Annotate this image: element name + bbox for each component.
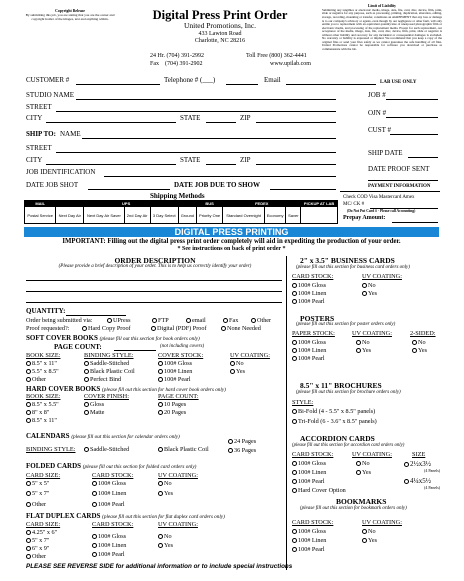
- quantity-label: QUANTITY:: [26, 307, 66, 315]
- soft-stock-linen[interactable]: 100# Linen: [158, 368, 192, 375]
- ship-city-field[interactable]: [46, 164, 176, 165]
- company-web: www.upilab.com: [270, 61, 311, 67]
- bookmark-stock-linen[interactable]: 100# Linen: [292, 537, 326, 544]
- copyright-title: Copyright Release: [55, 9, 85, 13]
- folded-size-other[interactable]: Other: [26, 501, 46, 508]
- ship-opt-3-day[interactable]: 3 Day Select: [150, 207, 178, 224]
- flat-stock-linen[interactable]: 100# Linen: [92, 542, 126, 549]
- company-fax: Fax (704) 391-2902: [150, 61, 203, 67]
- accordion-stock-gloss[interactable]: 100# Gloss: [292, 460, 326, 467]
- hard-size-header: BOOK SIZE:: [26, 393, 61, 400]
- copyright-block: [24, 10, 116, 22]
- street-field[interactable]: [56, 111, 336, 112]
- cust-label: CUST #: [368, 126, 392, 134]
- flat-duplex-title: FLAT DUPLEX CARDS (please fill out this section for flat duplex card orders only): [26, 512, 225, 520]
- flat-size-header: CARD SIZE:: [26, 521, 61, 528]
- proof-hard-copy[interactable]: Hard Copy Proof: [82, 325, 131, 332]
- flat-uv-yes[interactable]: Yes: [158, 542, 173, 549]
- order-description-line-3[interactable]: [26, 302, 282, 303]
- folded-stock-header: CARD STOCK:: [92, 472, 134, 479]
- accordion-stock-linen[interactable]: 100# Linen: [292, 469, 326, 476]
- bookmark-stock-header: CARD STOCK:: [292, 519, 334, 526]
- ship-date-field[interactable]: [408, 157, 438, 158]
- soft-binding-coil[interactable]: Black Plastic Coil: [84, 368, 135, 375]
- accordion-uv-no[interactable]: No: [356, 460, 370, 467]
- soft-cover-page-count-field[interactable]: [114, 350, 156, 351]
- email-label: Email: [264, 76, 281, 84]
- bc-stock-gloss[interactable]: 100# Gloss: [292, 282, 326, 289]
- section-banner: DIGITAL PRESS PRINTING: [24, 227, 439, 237]
- payment-note: (Do Not Put Card # - Please call Accounting): [347, 209, 416, 213]
- company-block: [122, 8, 318, 45]
- ship-opt-next-day-saver[interactable]: Next Day Air Saver: [84, 207, 124, 224]
- date-job-due-label: DATE JOB DUE TO SHOW: [174, 181, 260, 189]
- poster-uv-yes[interactable]: Yes: [356, 347, 371, 354]
- brochure-style-header: STYLE:: [292, 399, 314, 406]
- calendar-binding-saddle[interactable]: Saddle-Stitched: [84, 446, 129, 453]
- company-hours: 24 Hr. (704) 391-2992: [150, 53, 204, 59]
- folded-uv-header: UV COATING:: [158, 472, 198, 479]
- accordion-size-large[interactable]: 4¼x5½: [404, 477, 431, 485]
- poster-sided-yes[interactable]: Yes: [412, 347, 427, 354]
- accordion-note: (please fill out this section for accordion card orders only): [292, 443, 405, 448]
- bookmark-uv-header: UV COATING:: [362, 519, 402, 526]
- soft-size-55x85[interactable]: 5.5" x 8.5": [26, 368, 59, 375]
- accordion-title: ACCORDION CARDS: [300, 434, 375, 443]
- ship-opt-pickup[interactable]: [301, 207, 338, 224]
- accordion-size-large-note: (4 Panels): [424, 485, 441, 490]
- calendars-title: CALENDARS (please fill out this section for calendar orders only): [26, 432, 180, 440]
- submitted-via-label: Order being submitted via:: [26, 317, 93, 324]
- company-tollfree: Toll Free (800) 362-4441: [246, 53, 307, 59]
- date-proof-sent-label: DATE PROOF SENT: [368, 165, 430, 173]
- ojn-field[interactable]: [386, 117, 438, 118]
- page-title: Digital Press Print Order: [152, 8, 288, 22]
- bookmarks-note: (please fill out this section for bookmark orders only): [300, 506, 407, 511]
- date-proof-sent-field[interactable]: [368, 180, 438, 181]
- hard-cover-title: HARD COVER BOOKS (please fill out this section for hard cover book orders only): [26, 385, 226, 393]
- soft-stock-pearl[interactable]: 100# Pearl: [158, 376, 191, 383]
- calendar-pages-24[interactable]: 24 Pages: [228, 438, 256, 445]
- important-line2: * See instructions on back of print order *: [177, 246, 286, 252]
- ship-date-label: SHIP DATE: [368, 149, 403, 157]
- soft-cover-page-note: (not including covers): [160, 344, 205, 349]
- prepay-label: Prepay Amount:: [343, 215, 386, 221]
- accordion-size-small-note: (4 Panels): [424, 468, 441, 473]
- ship-opt-2nd-day[interactable]: 2nd Day Air: [124, 207, 150, 224]
- via-email[interactable]: email: [186, 317, 206, 324]
- soft-cover-page-count: PAGE COUNT:: [54, 343, 102, 351]
- cust-field[interactable]: [390, 134, 438, 135]
- ship-city-label: CITY: [26, 156, 43, 164]
- via-fax[interactable]: Fax: [223, 317, 238, 324]
- ship-opt-next-day[interactable]: Next Day Air: [56, 207, 84, 224]
- ship-street-label: STREET: [26, 144, 52, 152]
- soft-binding-header: BINDING STYLE:: [84, 352, 134, 359]
- brochures-title: 8.5" x 11" BROCHURES: [300, 381, 382, 390]
- posters-note: (please fill out this section for poster orders only): [296, 322, 396, 327]
- shipping-methods-title: Shipping Methods: [150, 192, 205, 200]
- folded-size-5x7[interactable]: 5" x 7": [26, 490, 49, 497]
- business-cards-title: 2" x 3.5" BUSINESS CARDS: [300, 256, 395, 265]
- poster-stock-linen[interactable]: 100# Linen: [292, 347, 326, 354]
- flat-size-5x7[interactable]: 5" x 7": [26, 537, 49, 544]
- payment-methods[interactable]: Check COD Visa Mastercard Amex: [343, 195, 415, 200]
- proof-none-needed[interactable]: None Needed: [221, 325, 261, 332]
- customer-field[interactable]: [76, 84, 160, 85]
- company-street: 433 Lawton Road: [198, 30, 242, 37]
- folded-size-5x5[interactable]: 5" x 5": [26, 480, 49, 487]
- folded-stock-pearl[interactable]: 100# Pearl: [92, 501, 125, 508]
- accordion-stock-pearl[interactable]: 100# Pearl: [292, 478, 325, 485]
- poster-sided-no[interactable]: No: [412, 339, 426, 346]
- posters-title: POSTERS: [300, 314, 335, 323]
- soft-binding-saddle[interactable]: Saddle-Stitched: [84, 360, 129, 367]
- bc-stock-linen[interactable]: 100# Linen: [292, 290, 326, 297]
- folded-stock-gloss[interactable]: 100# Gloss: [92, 480, 126, 487]
- customer-label: CUSTOMER #: [26, 76, 70, 84]
- order-description-note: (Please provide a brief description of your order. This is to help us correctly identify your order): [58, 264, 252, 269]
- soft-uv-header: UV COATING:: [230, 352, 270, 359]
- ship-opt-saver[interactable]: Saver: [286, 207, 301, 224]
- ship-opt-standard-overnight[interactable]: Standard Overnight: [223, 207, 264, 224]
- flat-uv-no[interactable]: No: [158, 533, 172, 540]
- accordion-stock-header: CARD STOCK:: [292, 451, 334, 458]
- lab-use-only-label: LAB USE ONLY: [380, 80, 417, 85]
- flat-uv-header: UV COATING:: [158, 521, 198, 528]
- soft-stock-gloss[interactable]: 100# Gloss: [158, 360, 192, 367]
- via-ftp[interactable]: FTP: [152, 317, 169, 324]
- business-cards-note: (please fill out this section for business card orders only): [296, 265, 410, 270]
- flat-size-other[interactable]: Other: [26, 553, 46, 560]
- ship-opt-ground[interactable]: Ground: [178, 207, 196, 224]
- company-city: Charlotte, NC 28216: [194, 37, 246, 44]
- prepay-field[interactable]: [392, 222, 438, 223]
- soft-cover-title: SOFT COVER BOOKS (please fill out this section for book orders only): [26, 334, 200, 342]
- hard-size-8x8[interactable]: 8" x 8": [26, 409, 49, 416]
- hard-finish-matte[interactable]: Matte: [84, 409, 104, 416]
- hard-size-85x55[interactable]: 8.5" x 5.5": [26, 401, 59, 408]
- accordion-size-header: SIZE: [412, 451, 426, 458]
- calendar-binding-coil[interactable]: Black Plastic Coil: [158, 446, 209, 453]
- poster-sided-header: 2-SIDED:: [410, 330, 436, 337]
- hard-finish-gloss[interactable]: Gloss: [84, 401, 104, 408]
- soft-size-header: BOOK SIZE:: [26, 352, 61, 359]
- poster-uv-no[interactable]: No: [356, 339, 370, 346]
- street-label: STREET: [26, 103, 52, 111]
- studio-field[interactable]: [76, 99, 336, 100]
- job-label: JOB #: [368, 91, 386, 99]
- brochures-note: (please fill out this section for brochure orders only): [296, 390, 401, 395]
- hard-pages-20[interactable]: 20 Pages: [158, 409, 186, 416]
- ship-group-pickup: PICKUP AT LAB: [301, 201, 338, 207]
- brochure-tri-fold[interactable]: Tri-Fold (6 - 3.6" x 8.5" panels): [292, 418, 377, 425]
- folded-size-header: CARD SIZE:: [26, 472, 61, 479]
- footer-note: PLEASE SEE REVERSE SIDE for additional information or to include special instructions: [26, 563, 293, 570]
- column-divider: [286, 256, 287, 570]
- bc-stock-pearl[interactable]: 100# Pearl: [292, 298, 325, 305]
- ship-street-field[interactable]: [56, 152, 336, 153]
- ship-opt-postal[interactable]: Postal Service: [25, 207, 56, 224]
- date-job-shot-label: DATE JOB SHOT: [26, 181, 79, 189]
- city-label: CITY: [26, 114, 43, 122]
- hard-finish-header: COVER FINISH:: [84, 393, 129, 400]
- soft-uv-no[interactable]: No: [230, 360, 244, 367]
- ship-opt-economy[interactable]: Economy: [264, 207, 286, 224]
- via-upress[interactable]: UPress: [107, 317, 131, 324]
- hard-pages-header: PAGE COUNT:: [158, 393, 199, 400]
- proof-digital-pdf[interactable]: Digital (PDF) Proof: [151, 325, 207, 332]
- zip-label: ZIP: [240, 114, 251, 122]
- soft-uv-yes[interactable]: Yes: [230, 368, 245, 375]
- soft-size-other[interactable]: Other: [26, 376, 46, 383]
- bc-uv-yes[interactable]: Yes: [362, 290, 377, 297]
- ship-state-field[interactable]: [206, 164, 236, 165]
- ship-group-fedex: FEDEX: [223, 201, 301, 207]
- important-line1: IMPORTANT: Filling out the digital press print order completely will aid in expediting the production of your order.: [62, 238, 401, 245]
- folded-cards-title: FOLDED CARDS (please fill out this section for folded card orders only): [26, 462, 197, 470]
- folded-uv-yes[interactable]: Yes: [158, 490, 173, 497]
- bookmark-stock-pearl[interactable]: 100# Pearl: [292, 546, 325, 553]
- flat-size-425x6[interactable]: 4.25" x 6": [26, 529, 57, 536]
- city-field[interactable]: [46, 122, 176, 123]
- bookmark-uv-no[interactable]: No: [362, 528, 376, 535]
- date-job-shot-field[interactable]: [88, 189, 170, 190]
- poster-uv-header: UV COATING:: [352, 330, 392, 337]
- flat-stock-gloss[interactable]: 100# Gloss: [92, 533, 126, 540]
- ship-to-label: SHIP TO:: [26, 130, 56, 138]
- ship-name-field[interactable]: [82, 138, 336, 139]
- ship-state-label: STATE: [180, 156, 201, 164]
- bookmark-uv-yes[interactable]: Yes: [362, 537, 377, 544]
- flat-stock-header: CARD STOCK:: [92, 521, 134, 528]
- bc-uv-no[interactable]: No: [362, 282, 376, 289]
- ship-group-ups: UPS: [56, 201, 196, 207]
- accordion-size-small[interactable]: 2½x3½: [404, 460, 431, 468]
- order-description-line-2[interactable]: [26, 291, 282, 292]
- state-label: STATE: [180, 114, 201, 122]
- soft-size-85x11[interactable]: 8.5" x 11": [26, 360, 57, 367]
- accordion-uv-header: UV COATING:: [352, 451, 392, 458]
- email-field[interactable]: [286, 84, 376, 85]
- order-description-line-1[interactable]: [26, 280, 282, 281]
- liability-title: Limit of Liability: [367, 4, 397, 8]
- payment-divider: [340, 191, 440, 192]
- payment-info-label: PAYMENT INFORMATION: [368, 184, 431, 189]
- flat-size-6x9[interactable]: 6" x 9": [26, 545, 49, 552]
- poster-stock-header: PAPER STOCK:: [292, 330, 335, 337]
- copyright-body: By submitting this job, you are stating that you are the owner and copyright holder of the images, text and anything within.: [25, 12, 115, 21]
- proof-requested-label: Proof requested?:: [26, 325, 70, 332]
- order-description-title: ORDER DESCRIPTION: [114, 256, 196, 265]
- accordion-uv-yes[interactable]: Yes: [356, 469, 371, 476]
- brochure-bi-fold[interactable]: Bi-Fold (4 - 5.5" x 8.5" panels): [292, 408, 375, 415]
- payment-mc-label: MC/ CK #: [343, 202, 365, 207]
- telephone-field[interactable]: [226, 84, 258, 85]
- telephone-label: Telephone # (___): [164, 76, 216, 84]
- zip-field[interactable]: [256, 122, 336, 123]
- calendar-binding-header: BINDING STYLE:: [26, 446, 76, 453]
- via-other[interactable]: Other: [251, 317, 271, 324]
- hard-size-85x11[interactable]: 8.5" x 11": [26, 417, 57, 424]
- liability-block: [322, 5, 442, 51]
- quantity-field[interactable]: [66, 315, 126, 316]
- soft-binding-perfect[interactable]: Perfect Bind: [84, 376, 121, 383]
- folded-stock-linen[interactable]: 100# Linen: [92, 490, 126, 497]
- ship-zip-field[interactable]: [256, 164, 336, 165]
- shipping-table: [24, 200, 338, 224]
- folded-uv-no[interactable]: No: [158, 480, 172, 487]
- ship-opt-priority-one[interactable]: Priority One: [196, 207, 223, 224]
- ship-name-label: NAME: [60, 130, 81, 138]
- ship-group-bus: BUS: [196, 201, 223, 207]
- accordion-hard-cover-option[interactable]: Hard Cover Option: [292, 487, 346, 494]
- job-identification-field[interactable]: [104, 176, 336, 177]
- liability-body: Submitting any tangibles or electronic media, image, data, file, card, disc, device, film, print, slide or negative for any purpose, such as processing, printing, duplication, alteration, editing, storage, recording, mounting or transfer, constitutes an AGREEMENT that any loss or damage is to our company's advisory or agents, even though by our negligence or other fault, will only entitle you to replacement with an equivalent quantity/size of unexposed photographic film or electronic media, and processing of the replacement media. Except for such replacement, our acceptance of the media, image, data, file, card, disc, device, film, print, slide or negative is without other liability and recovery for any incidental or consequential damages is excluded. No warranty or liability is expressed or implied. We recommend that you keep a copy of the original files or send your files safely as we cannot guarantee the safe handling of all files. United Promotions cannot be responsible for software you download or purchase as commensurate with the lab.: [322, 7, 442, 51]
- soft-stock-header: COVER STOCK:: [158, 352, 204, 359]
- state-field[interactable]: [206, 122, 236, 123]
- ojn-label: OJN #: [368, 109, 387, 117]
- hard-pages-10[interactable]: 10 Pages: [158, 401, 186, 408]
- flat-stock-pearl[interactable]: 100# Pearl: [92, 551, 125, 558]
- studio-label: STUDIO NAME: [26, 91, 75, 99]
- ship-zip-label: ZIP: [240, 156, 251, 164]
- poster-stock-pearl[interactable]: 100# Pearl: [292, 355, 325, 362]
- bc-uv-header: UV COATING:: [362, 273, 402, 280]
- date-job-due-field[interactable]: [270, 189, 336, 190]
- company-name: United Promotions, Inc.: [183, 21, 257, 30]
- bc-stock-header: CARD STOCK:: [292, 273, 334, 280]
- poster-stock-gloss[interactable]: 100# Gloss: [292, 339, 326, 346]
- ship-group-mail: MAIL: [25, 201, 56, 207]
- bookmark-stock-gloss[interactable]: 100# Gloss: [292, 528, 326, 535]
- job-identification-label: JOB IDENTIFICATION: [26, 168, 96, 176]
- bookmarks-title: BOOKMARKS: [336, 497, 387, 506]
- job-field[interactable]: [386, 99, 438, 100]
- calendar-pages-36[interactable]: 36 Pages: [228, 447, 256, 454]
